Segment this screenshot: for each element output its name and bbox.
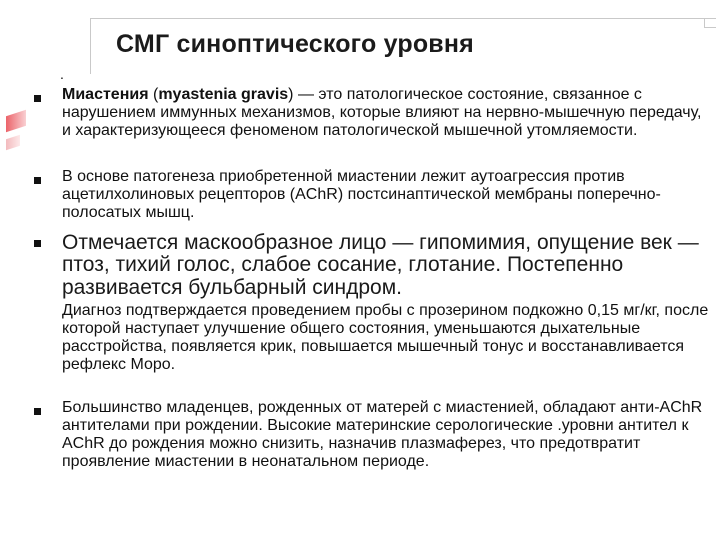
- paragraph-symptoms: Отмечается маскообразное лицо — гипомимия, опущение век — птоз, тихий голос, слабое сосание, глотание. Постепенно развивается бульбарный синдром.: [62, 231, 699, 299]
- term-myasthenia: Миастения: [62, 86, 149, 103]
- paragraph-myasthenia-definition: [62, 86, 714, 140]
- paragraph-diagnosis: Диагноз подтверждается проведением пробы с прозерином подкожно 0,15 мг/кг, после которой наступает улучшение общего состояния, уменьшаются дыхательные расстройства, появляется крик, повышается мышечный тонус и восстанавливается рефлекс Моро.: [62, 302, 709, 373]
- stray-dot: .: [60, 66, 64, 82]
- paragraph-neonatal: Большинство младенцев, рожденных от матерей с миастенией, обладают анти-AChR антителами при рождении. Высокие материнские серологические .уровни антител к AChR до рождения можно снизить, назначив плазмаферез, что предотвратит проявление миастении в неонатальном периоде.: [62, 399, 703, 470]
- bullet-marker: [34, 408, 41, 415]
- title-frame-corner: [704, 18, 716, 28]
- bullet-marker: [34, 240, 41, 247]
- title-frame-top-line: [90, 18, 716, 19]
- bullet-marker: [34, 95, 41, 102]
- paragraph-pathogenesis: В основе патогенеза приобретенной миастении лежит аутоагрессия против ацетилхолиновых рецепторов (AChR) постсинаптической мембраны поперечно-полосатых мышц.: [62, 168, 661, 221]
- decorative-accent-shape: [6, 110, 26, 132]
- bullet-marker: [34, 177, 41, 184]
- slide-title: СМГ синоптического уровня: [116, 30, 474, 58]
- text-open-paren: (: [148, 86, 159, 103]
- definition-text: ) — это патологическое состояние, связанное с нарушением иммунных механизмов, которые влияют на нервно-мышечную передачу, и характеризующееся феноменом патологической мышечной утомляемости.: [62, 86, 702, 139]
- title-frame-left-line: [90, 18, 91, 74]
- decorative-accent-shape-small: [6, 135, 20, 151]
- term-latin: myastenia gravis: [158, 86, 289, 103]
